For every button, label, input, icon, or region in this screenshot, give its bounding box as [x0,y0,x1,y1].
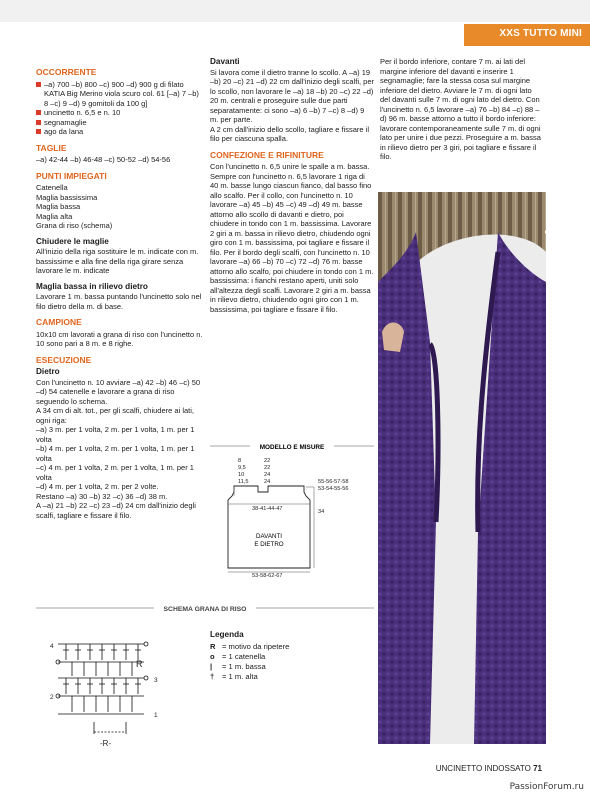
sizes-text: –a) 42-44 –b) 46-48 –c) 50-52 –d) 54-56 [36,155,171,164]
legend-symbol: | [210,662,213,671]
stitch-item: Catenella [36,183,68,192]
dietro-line: –d) 4 m. per 1 volta, 2 m. per 2 volte. [36,482,159,491]
piece-label: E DIETRO [254,541,284,548]
measure-label: 9,5 [238,465,246,471]
page-number: 71 [533,764,542,773]
photo-marker [545,230,549,234]
dietro-line: –c) 4 m. per 1 volta, 2 m. per 1 volta, 1 m. per 1 volta [36,463,194,482]
row-label: 3 [154,677,158,684]
measure-label: 11,5 [238,479,249,485]
davanti-text-2: A 2 cm dall'inizio dello scollo, tagliare e fissare il filo per ciascuna spalla. [210,124,370,143]
row-label: 2 [50,694,54,701]
material-item: segnamaglie [36,118,204,128]
heading-campione: CAMPIONE [36,317,82,327]
legend-item [210,642,370,652]
column-right [380,57,542,162]
dietro-line: Con l'uncinetto n. 10 avviare –a) 42 –b) 46 –c) 50 –d) 54 catenelle e lavorare a grana di riso seguendo lo schema. [36,377,201,406]
campione-text: 10x10 cm lavorati a grana di riso con l'uncinetto n. 10 sono pari a 8 m. e 8 righe. [36,329,203,348]
measure-label: 8 [238,458,242,464]
heading-occorrente: OCCORRENTE [36,67,97,77]
garment-outline [228,486,310,568]
column-left [36,68,204,520]
materials-list [36,80,204,137]
repeat-mark-bottom: -R- [100,739,112,748]
stitch-item: Maglia alta [36,211,73,221]
piece-label: DAVANTI [256,533,282,540]
rilievo-text: Lavorare 1 m. bassa puntando l'uncinetto solo nel filo dietro della m. di base. [36,292,202,311]
subheading-dietro: Dietro [36,367,60,376]
dietro-line: –b) 4 m. per 1 volta, 2 m. per 1 volta, 1 m. per 1 volta [36,444,195,463]
heading-punti: PUNTI IMPIEGATI [36,170,107,181]
dietro-line: –a) 3 m. per 1 volta, 2 m. per 1 volta, 1 m. per 1 volta [36,425,195,444]
row-label: 1 [154,712,158,719]
stitch-item: Maglia bassissima [36,192,98,202]
confezione-text: Con l'uncinetto n. 6,5 unire le spalle a m. bassa. Sempre con l'uncinetto n. 6,5 lavorare 1 riga di 40 m. basse lungo ciascun fianco, dal basso fino allo scalfo. Per il collo, con l'uncinetto n. 10 lavorare –a) 45 –b) 45 –c) 49 –d) 49 m. basse attorno allo scollo di davanti e dietro, poi chiudere in tondo con 1 m. bassissima. Lavorare 2 giri a m. bassa in rilievo dietro, chiudendo ogni giro con 1 m. bassissima, poi tagliare e fissare il filo. Per il bordo degli scalfi, con l'uncinetto n. 10 lavorare –a) 66 –b) 70 –c) 72 –d) 76 m. basse attorno allo scalfo, poi chiudere in tondo con 1 m. bassissima: i fianchi restano aperti, uniti solo all'altezza degli scalfi. Lavorare 2 giri a m. bassa in rilievo dietro, chiudendo ogni giro con 1 m. bassissima, poi tagliare e fissare il filo. [210,162,374,314]
legend-item [210,662,370,672]
watermark: PassionForum.ru [509,782,584,792]
subheading-chiudere: Chiudere le maglie [36,236,109,246]
heading-taglie: TAGLIE [36,142,67,153]
legend-title: Legenda [210,630,244,639]
subheading-rilievo: Maglia bassa in rilievo dietro [36,281,148,291]
stitch-chart [56,642,148,734]
measure-label: 34 [318,509,325,515]
legend-item [210,652,370,662]
material-item: uncinetto n. 6,5 e n. 10 [36,108,204,118]
legend-item [210,672,370,682]
section-banner [464,24,590,46]
legend-symbol: † [210,672,215,681]
legend [210,630,370,682]
legend-symbol: R [210,642,216,651]
dietro-line: Restano –a) 30 –b) 32 –c) 36 –d) 38 m. [36,491,168,501]
legend-symbol: o [210,652,215,661]
modello-title: MODELLO E MISURE [259,444,325,451]
legend-text: = 1 m. alta [222,672,258,681]
stitch-item: Grana di riso (schema) [36,221,113,230]
legend-text: = 1 catenella [222,652,266,661]
measurements-svg [210,440,374,590]
schema-title: SCHEMA GRANA DI RISO [163,606,247,613]
measure-label: 22 [264,458,271,464]
legend-text: = motivo da ripetere [222,642,290,651]
material-item: –a) 700 –b) 800 –c) 900 –d) 900 g di filato KATIA Big Merino viola scuro col. 61 [–a) 7 –b) 8 –c) 9 –d) 9 gomitoli da 100 g] [36,80,204,109]
davanti-text: Si lavora come il dietro tranne lo scollo. A –a) 19 –b) 20 –c) 21 –d) 22 cm dall'inizio degli scalfi, per lo scollo, non lavorare le –a) 18 –b) 20 –c) 22 –d) 20 m. centrali e proseguire sulle due parti separatamente: ci sono –a) 6 –b) 7 –c) 8 –d) 9 m. per parte. [210,67,375,124]
row-label: 4 [50,643,54,650]
dietro-line: A –a) 21 –b) 22 –c) 23 –d) 24 cm dall'inizio degli scalfi, tagliare e fissare il filo. [36,501,196,520]
heading-esecuzione: ESECUZIONE [36,354,92,365]
measure-label: 53-54-55-56 [318,486,349,492]
measure-label: 53-58-62-67 [252,573,283,579]
legend-text: = 1 m. bassa [222,662,266,671]
vest-photo-svg [378,192,546,744]
stitch-item: Maglia bassa [36,202,81,211]
section-title: XXS TUTTO MINI [499,28,582,39]
measure-label: 24 [264,472,271,478]
measure-label: 22 [264,465,271,471]
chiudere-text: All'inizio della riga sostituire le m. indicate con m. bassissime e alla fine della riga girare senza lavorare le m. indicate [36,247,199,275]
measure-label: 24 [264,479,271,485]
bordo-text: Per il bordo inferiore, contare 7 m. ai lati del margine inferiore del davanti e inserire 1 segnamaglie; fare la stessa cosa sul margine inferiore del dietro. Avviare le 7 m. di ogni lato del davanti sulle 7 m. di ogni lato del dietro. Con l'uncinetto n. 6,5 lavorare –a) 76 –b) 84 –c) 88 –d) 96 m. basse attorno a tutto il bordo inferiore: lavorare contemporaneamente sulle 7 m. di ogni lato per unire i due pezzi. Proseguire a m. bassa in rilievo dietro per 3 giri, poi tagliare e fissare il filo. [380,57,541,161]
repeat-mark: R [136,659,143,669]
measure-label: 55-56-57-58 [318,479,349,485]
subheading-davanti: Davanti [210,57,240,66]
column-middle [210,57,374,314]
measure-label: 10 [238,472,245,478]
dietro-line: A 34 cm di alt. tot., per gli scalfi, chiudere ai lati, ogni riga: [36,406,194,425]
heading-confezione: CONFEZIONE E RIFINITURE [210,149,324,160]
measurements-diagram [210,440,374,595]
top-band [0,0,590,22]
material-item: ago da lana [36,127,204,137]
measure-label: 38-41-44-47 [252,506,283,512]
page-footer [436,764,542,773]
magazine-name: UNCINETTO INDOSSATO [435,764,531,773]
vest-photo [378,192,546,744]
